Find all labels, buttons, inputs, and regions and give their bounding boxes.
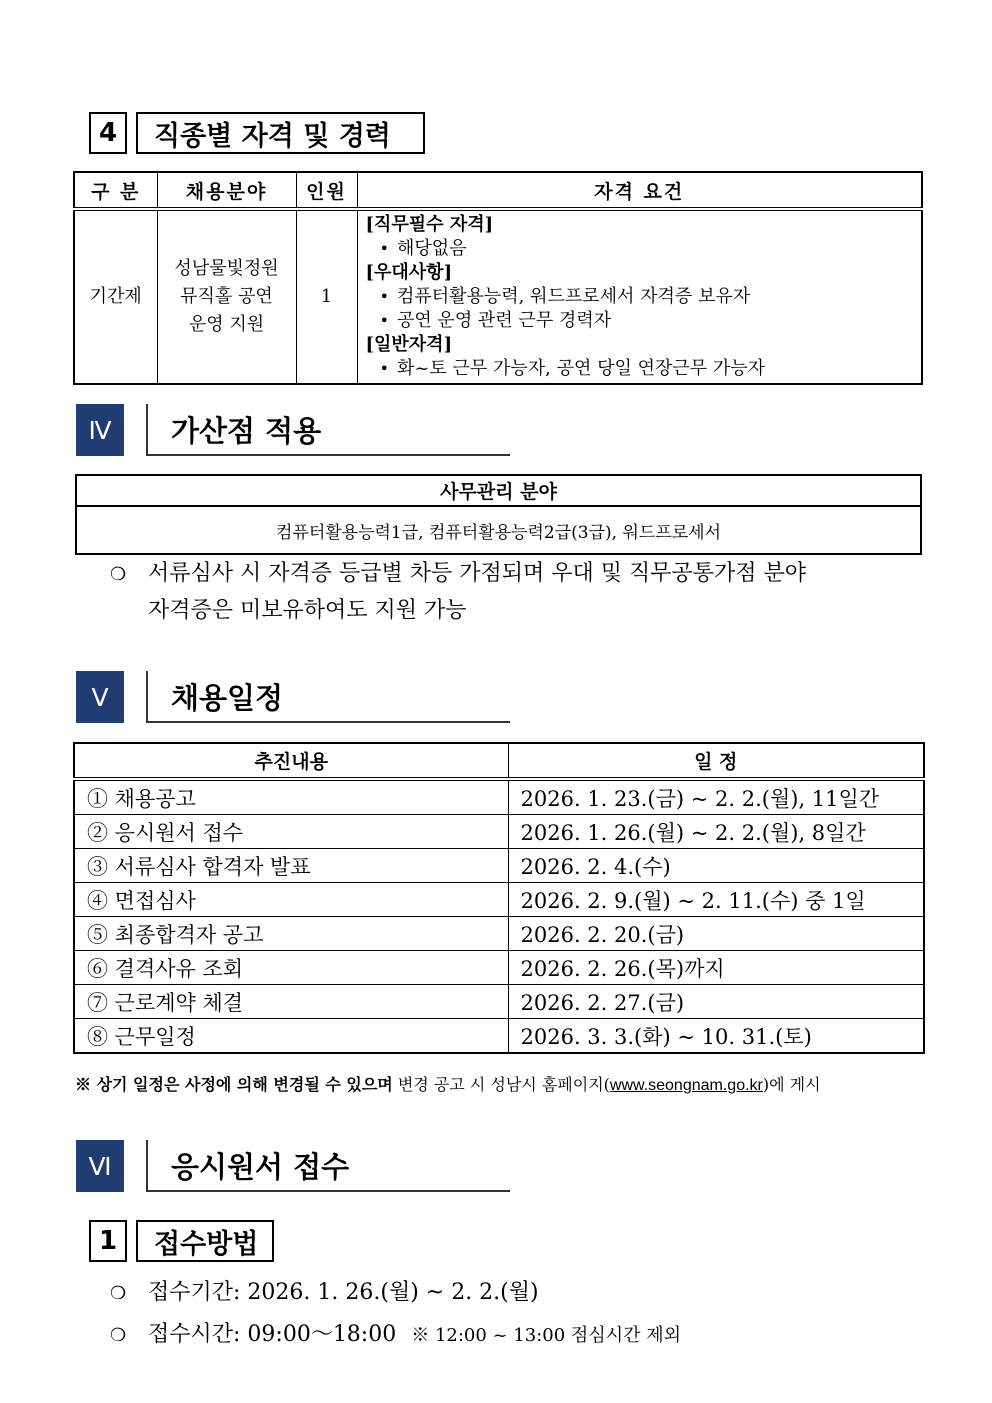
- section-divider: [146, 1140, 148, 1192]
- section-title: 가산점 적용: [171, 414, 322, 448]
- header-category: 구 분: [74, 172, 157, 209]
- field-line: 뮤직홀 공연: [180, 286, 273, 307]
- apply-period-text: 접수기간: 2026. 1. 26.(월) ~ 2. 2.(월): [148, 1280, 539, 1305]
- field-line: 성남물빛정원: [174, 258, 279, 279]
- requirement-item: • 컴퓨터활용능력, 워드프로세서 자격증 보유자: [366, 285, 914, 309]
- apply-hours-note: ※ 12:00 ~ 13:00 점심시간 제외: [411, 1325, 681, 1346]
- schedule-date: 2026. 2. 20.(금): [508, 917, 924, 951]
- section-divider: [146, 404, 148, 456]
- bonus-note-line-1: 서류심사 시 자격증 등급별 차등 가점되며 우대 및 직무공통가점 분야: [148, 561, 806, 586]
- schedule-date: 2026. 2. 9.(월) ~ 2. 11.(수) 중 1일: [508, 883, 924, 917]
- schedule-item: ③ 서류심사 합격자 발표: [74, 849, 508, 883]
- schedule-date: 2026. 3. 3.(화) ~ 10. 31.(토): [508, 1019, 924, 1054]
- table-row: [74, 951, 924, 985]
- requirement-item: • 화~토 근무 가능자, 공연 당일 연장근무 가능자: [366, 357, 914, 381]
- requirement-item: • 해당없음: [366, 237, 914, 261]
- section-title-box: [136, 112, 425, 154]
- header-requirements: 자격 요건: [357, 172, 922, 209]
- section-number: 4: [98, 118, 118, 148]
- table-row: [74, 1019, 924, 1054]
- table-row: [74, 849, 924, 883]
- section-underline: [146, 721, 510, 723]
- section-number-box: [89, 112, 127, 154]
- subsection-title: 접수방법: [154, 1228, 259, 1260]
- schedule-date: 2026. 1. 23.(금) ~ 2. 2.(월), 11일간: [508, 779, 924, 815]
- bullet-icon: ❍: [110, 1283, 127, 1304]
- bonus-table: [75, 474, 922, 555]
- section-numeral-badge: [76, 1140, 124, 1192]
- cell-requirements: [357, 209, 922, 384]
- requirement-group-title: [일반자격]: [365, 334, 453, 355]
- qualifications-table: [73, 171, 923, 385]
- section-underline: [146, 454, 510, 456]
- bonus-table-header: 사무관리 분야: [76, 475, 921, 506]
- subsection-number-box: [89, 1220, 127, 1262]
- requirement-item: • 공연 운영 관련 근무 경력자: [366, 309, 914, 333]
- header-schedule: 일 정: [508, 743, 924, 779]
- schedule-item: ① 채용공고: [74, 779, 508, 815]
- table-row: [74, 209, 922, 384]
- section-numeral: Ⅵ: [88, 1151, 112, 1181]
- table-row: [74, 917, 924, 951]
- section-title: 응시원서 접수: [171, 1150, 350, 1184]
- schedule-date: 2026. 2. 26.(목)까지: [508, 951, 924, 985]
- cell-type: 기간제: [74, 209, 157, 384]
- bullet-icon: ❍: [110, 564, 127, 585]
- apply-period: [110, 1275, 539, 1312]
- table-row: [74, 883, 924, 917]
- section-numeral: Ⅴ: [91, 682, 109, 712]
- section-divider: [146, 671, 148, 723]
- cell-count: 1: [296, 209, 357, 384]
- table-row: [74, 815, 924, 849]
- schedule-item: ⑧ 근무일정: [74, 1019, 508, 1054]
- homepage-link[interactable]: www.seongnam.go.kr: [609, 1077, 763, 1094]
- header-field: 채용분야: [157, 172, 296, 209]
- schedule-item: ⑤ 최종합격자 공고: [74, 917, 508, 951]
- apply-hours-text: 접수시간: 09:00～18:00: [148, 1322, 397, 1347]
- header-count: 인원: [296, 172, 357, 209]
- field-line: 운영 지원: [188, 314, 265, 335]
- schedule-item: ⑥ 결격사유 조회: [74, 951, 508, 985]
- section-underline: [146, 1190, 510, 1192]
- schedule-item: ④ 면접심사: [74, 883, 508, 917]
- apply-hours: [110, 1317, 681, 1354]
- bonus-table-body: 컴퓨터활용능력1급, 컴퓨터활용능력2급(3급), 워드프로세서: [76, 506, 921, 554]
- schedule-item: ⑦ 근로계약 체결: [74, 985, 508, 1019]
- note-text: 변경 공고 시 성남시 홈페이지(: [392, 1075, 610, 1094]
- bonus-note-line-2: 자격증은 미보유하여도 지원 가능: [148, 598, 467, 623]
- schedule-note: [75, 1072, 821, 1095]
- requirement-group-title: [우대사항]: [365, 262, 453, 283]
- cell-field: [157, 209, 296, 384]
- note-bold: ※ 상기 일정은 사정에 의해 변경될 수 있으며: [75, 1075, 393, 1094]
- requirement-group-title: [직무필수 자격]: [365, 214, 494, 235]
- schedule-date: 2026. 2. 4.(수): [508, 849, 924, 883]
- subsection-title-box: [136, 1220, 274, 1262]
- subsection-number: 1: [98, 1226, 118, 1256]
- bullet-icon: ❍: [110, 1325, 127, 1346]
- section-title: 채용일정: [171, 681, 284, 715]
- section-numeral-badge: [76, 404, 124, 456]
- note-tail: )에 게시: [762, 1075, 821, 1094]
- bonus-note: [110, 556, 806, 629]
- table-row: [74, 779, 924, 815]
- schedule-date: 2026. 2. 27.(금): [508, 985, 924, 1019]
- section-numeral: Ⅳ: [88, 415, 112, 445]
- section-title: 직종별 자격 및 경력: [154, 120, 391, 152]
- section-numeral-badge: [76, 671, 124, 723]
- schedule-date: 2026. 1. 26.(월) ~ 2. 2.(월), 8일간: [508, 815, 924, 849]
- table-row: [74, 985, 924, 1019]
- header-task: 추진내용: [74, 743, 508, 779]
- schedule-table: [73, 742, 925, 1054]
- schedule-item: ② 응시원서 접수: [74, 815, 508, 849]
